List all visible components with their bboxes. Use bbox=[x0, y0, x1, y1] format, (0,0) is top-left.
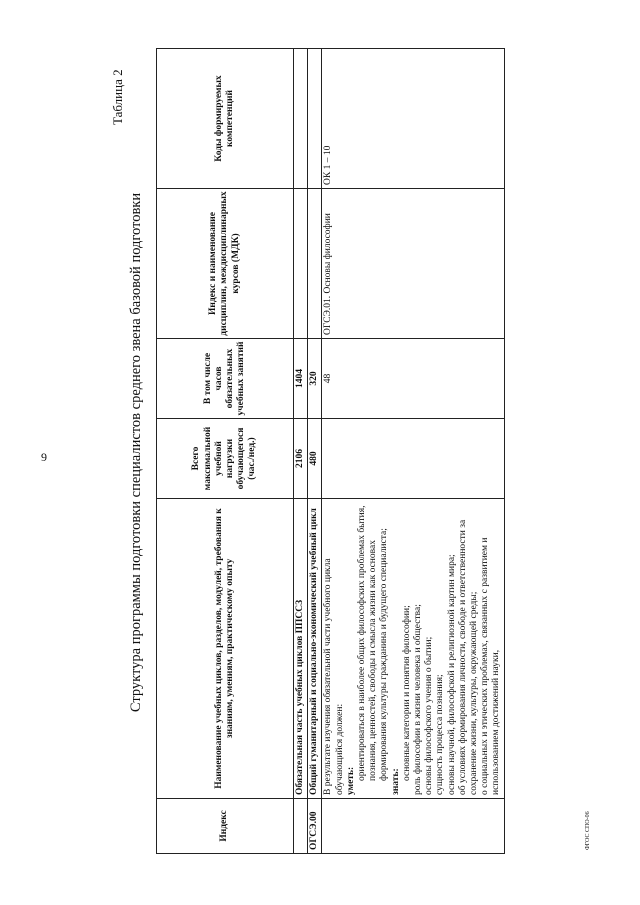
requirement-line: уметь: bbox=[345, 766, 356, 795]
row-name: Обязательная часть учебных циклов ППССЗ bbox=[294, 499, 308, 799]
row-mandatory: 1404 bbox=[294, 339, 308, 419]
requirement-line: ориентироваться в наиболее общих философских проблемах бытия, познания, ценностей, свободы и смысла жизни как основах формирования культуры гражданина и будущего специалиста; bbox=[357, 505, 390, 781]
page-number: 9 bbox=[41, 450, 47, 464]
header-competence-codes: Коды формируемых компетенций bbox=[157, 49, 294, 189]
row-mandatory: 48 bbox=[322, 339, 504, 419]
row-codes: ОК 1 – 10 bbox=[322, 49, 504, 189]
row-discipline bbox=[294, 189, 308, 339]
row-total: 2106 bbox=[294, 419, 308, 499]
header-total-hours: Всего максимальной учебной нагрузки обучающегося (час./нед.) bbox=[157, 419, 294, 499]
requirement-line: о социальных и этических проблемах, связанных с развитием и использованием достижений науки, bbox=[480, 537, 502, 795]
requirement-line: сущность процесса познания; bbox=[435, 674, 446, 795]
table-row bbox=[322, 49, 504, 854]
requirement-line: основы философского учения о бытии; bbox=[424, 636, 435, 795]
row-total: 480 bbox=[308, 419, 322, 499]
header-mandatory-hours: В том числе часов обязательных учебных занятий bbox=[157, 339, 294, 419]
row-total bbox=[322, 419, 504, 499]
requirement-line: об условиях формирования личности, свободе и ответственности за сохранение жизни, культуры, окружающей среды; bbox=[457, 519, 480, 795]
requirement-line: роль философии в жизни человека и общества; bbox=[413, 604, 424, 795]
curriculum-table bbox=[156, 48, 505, 854]
row-discipline bbox=[308, 189, 322, 339]
row-name: Общий гуманитарный и социально-экономический учебный цикл bbox=[308, 499, 322, 799]
row-mandatory: 320 bbox=[308, 339, 322, 419]
table-row bbox=[308, 49, 322, 854]
row-codes bbox=[294, 49, 308, 189]
table-caption: Таблица 2 bbox=[110, 69, 125, 125]
requirement-line: основы научной, философской и религиозной картин мира; bbox=[446, 554, 457, 795]
table-header-row bbox=[157, 49, 294, 854]
row-discipline: ОГСЭ.01. Основы философии bbox=[322, 189, 504, 339]
requirements-cell bbox=[322, 499, 504, 799]
row-index: ОГСЭ.00 bbox=[308, 799, 322, 854]
requirement-line: В результате изучения обязательной части учебного цикла обучающийся должен: bbox=[323, 558, 345, 795]
footer-note: ФГОС СПО-06 bbox=[585, 811, 591, 850]
header-discipline-index: Индекс и наименование дисциплин, междисциплинарных курсов (МДК) bbox=[157, 189, 294, 339]
row-index bbox=[294, 799, 308, 854]
header-name: Наименование учебных циклов, разделов, модулей, требования к знаниям, умениям, практическому опыту bbox=[157, 499, 294, 799]
requirement-line: основные категории и понятия философии; bbox=[401, 605, 412, 781]
table-row bbox=[294, 49, 308, 854]
header-index: Индекс bbox=[157, 799, 294, 854]
row-index bbox=[322, 799, 504, 854]
row-codes bbox=[308, 49, 322, 189]
document-title: Структура программы подготовки специалистов среднего звена базовой подготовки bbox=[128, 192, 144, 713]
requirement-line: знать: bbox=[390, 768, 401, 795]
